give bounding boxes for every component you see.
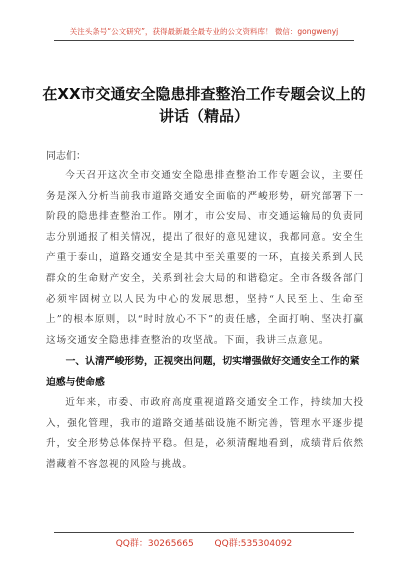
body-paragraph-1: 今天召开这次全市交通安全隐患排查整治工作专题会议，主要任务是深入分析当前我市道路交通安全面临的严峻形势，研究部署下一阶段的隐患排查整治工作。刚才，市公安局、市交通运输局的负责同志分别通报了相关情况，提出了很好的意见建议，我都同意。安全生产重于泰山，道路交通安全是其中至关重要的一环，直接关系到人民群众的生命财产安全，关系到社会大局的和谐稳定。全市各级各部门必须牢固树立以人民为中心的发展思想，坚持“人民至上、生命至上”的根本原则，以“时时放心不下”的责任感，全面打响、坚决打赢这场交通安全隐患排查整治的攻坚战。下面，我讲三点意见。 <box>46 170 364 346</box>
footer-contact <box>0 536 408 549</box>
section-heading-1: 一、认清严峻形势，正视突出问题，切实增强做好交通安全工作的紧迫感与使命感 <box>46 356 360 388</box>
document-title: 在XX市交通安全隐患排查整治工作专题会议上的讲话（精品） <box>42 85 366 125</box>
footer-qq-group-2: QQ群:535304092 <box>214 539 293 549</box>
header-divider <box>54 40 354 41</box>
body-paragraph-2: 近年来，市委、市政府高度重视道路交通安全工作，持续加大投入，强化管理，我市的道路交通基础设施不断完善，管理水平逐步提升，安全形势总体保持平稳。但是，必须清醒地看到，成绩背后依然潜藏着不容忽视的风险与挑战。 <box>46 397 364 470</box>
header-banner: 关注头条号“公文研究”，获得最新最全最专业的公文资料库！ 微信：gongwenyj <box>69 27 339 36</box>
salutation: 同志们： <box>46 151 86 162</box>
footer-qq-group-1: QQ群：30265665 <box>115 539 194 549</box>
footer-divider <box>54 532 354 533</box>
